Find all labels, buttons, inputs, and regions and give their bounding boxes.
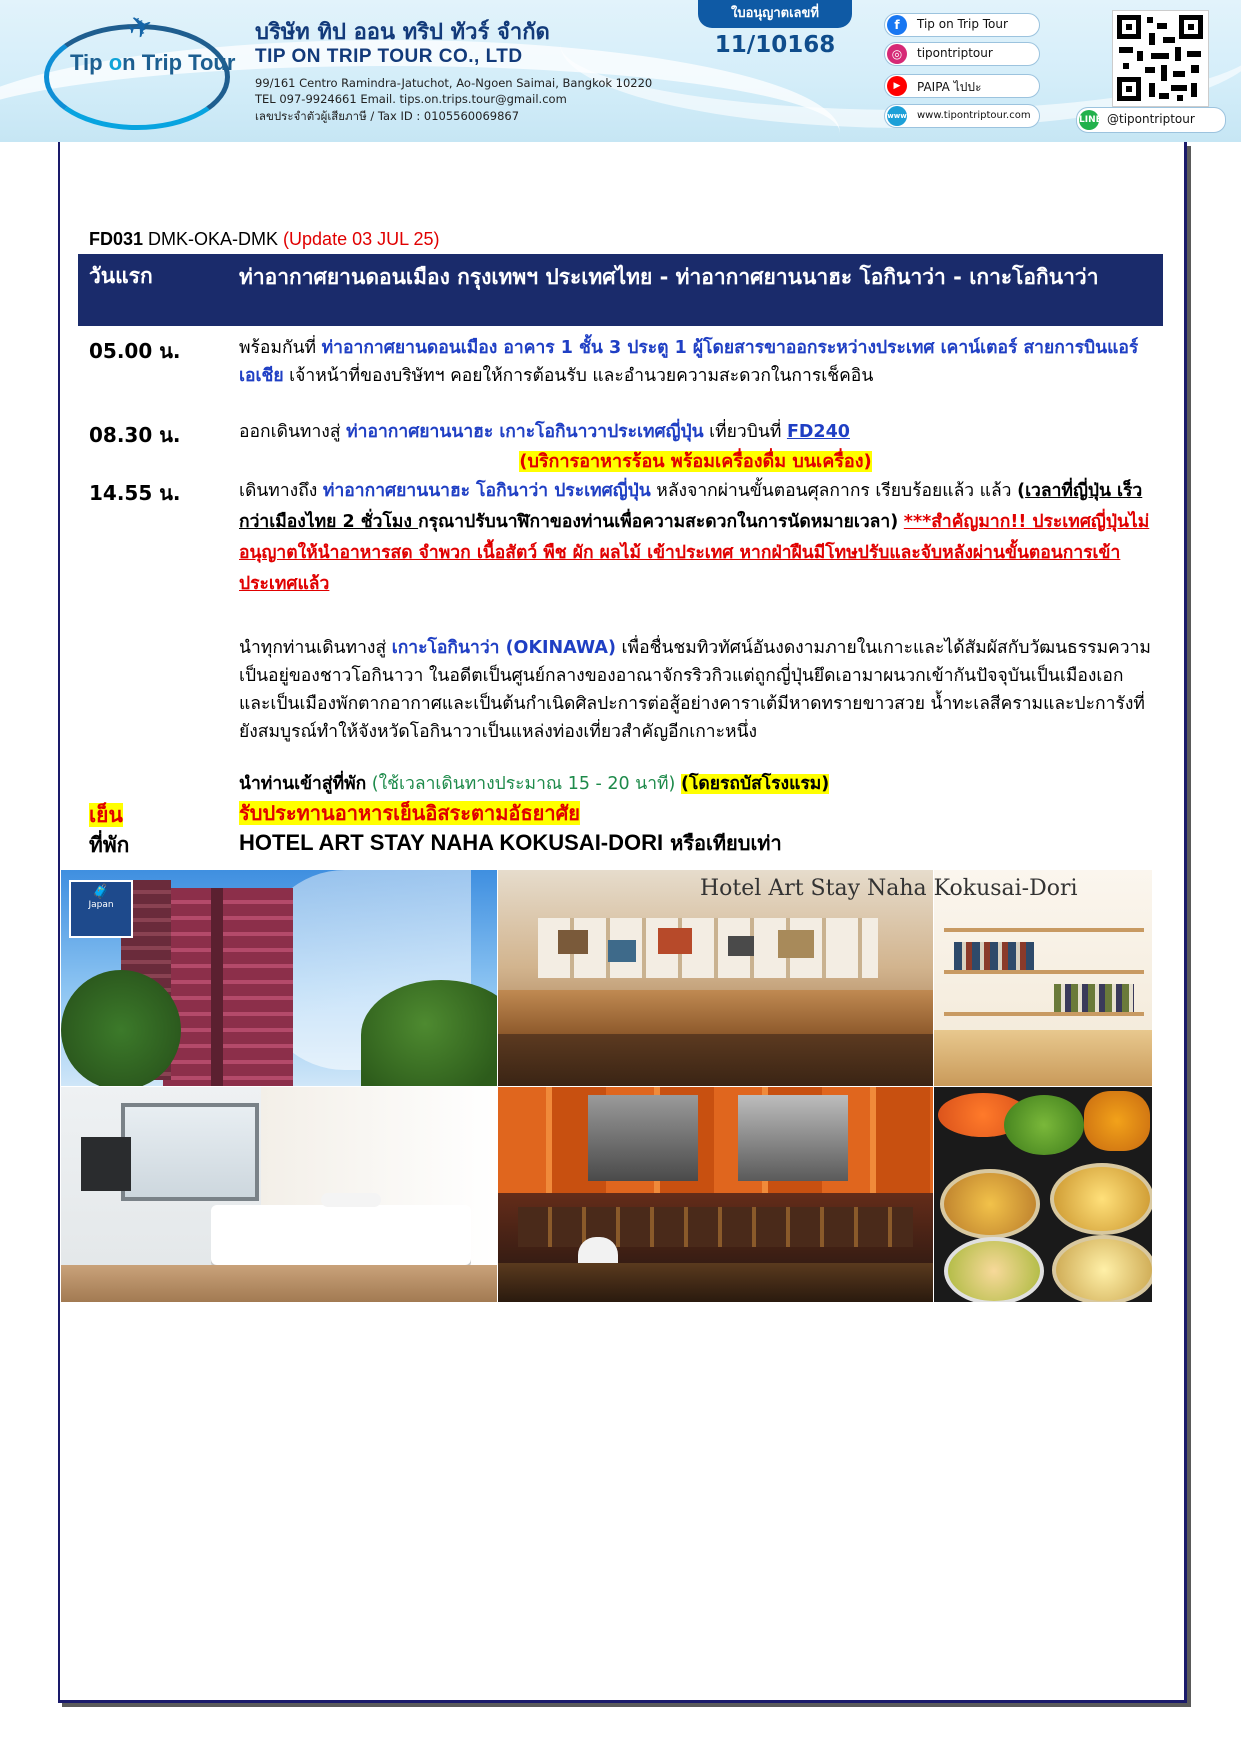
checkin-paragraph: พร้อมกันที่ ท่าอากาศยานดอนเมือง อาคาร 1 ชั้น 3 ประตู 1 ผู้โดยสารขาออกระหว่างประเทศ เคาน์เตอร์ สายการบินแอร์เอเชีย เจ้าหน้าที่ของบริษัทฯ คอยให้การต้อนรับ และอำนวยความสะดวกในการเช็คอิน: [239, 338, 1139, 386]
hotel-library-photo: [934, 870, 1152, 1086]
hotel-name-line: HOTEL ART STAY NAHA KOKUSAI-DORI หรือเทียบเท่า: [239, 830, 782, 855]
airplane-icon: ✈: [122, 6, 159, 49]
arrival-paragraph: เดินทางถึง ท่าอากาศยานนาฮะ โอกินาว่า ประเทศญี่ปุ่น หลังจากผ่านขั้นตอนศุลกากร เรียบร้อยแล้ว แล้ว (เวลาที่ญี่ปุ่น เร็วกว่าเมืองไทย 2 ชั่วโมง กรุณาปรับนาฬิกาของท่านเพื่อความสะดวกในการนัดหมายเวลา) ***สำคัญมาก!! ประเทศญี่ปุ่นไม่อนุญาตให้นำอาหารสด จำพวก เนื้อสัตว์ พืช ผัก ผลไม้ เข้าประเทศ หากฝ่าฝืนมีโทษปรับและจับหลังผ่านขั้นตอนการเข้าประเทศแล้ว: [239, 481, 1150, 594]
inflight-meal-note: (บริการอาหารร้อน พร้อมเครื่องดื่ม บนเครื่อง): [519, 451, 872, 472]
hotel-lobby-photo: [498, 870, 933, 1086]
time-0830: 08.30 น.: [89, 423, 181, 447]
logo-wordmark: Tip on Trip Tour: [70, 50, 236, 75]
customs-warning: ***สำคัญมาก!! ประเทศญี่ปุ่นไม่อนุญาตให้นำอาหารสด จำพวก เนื้อสัตว์ พืช ผัก ผลไม้ เข้าประเทศ หากฝ่าฝืนมีโทษปรับและจับหลังผ่านขั้นตอนการเข้าประเทศแล้ว: [239, 512, 1150, 594]
hotel-room-photo: [61, 1087, 497, 1302]
youtube-icon: ▶: [887, 76, 907, 96]
company-tax-id: เลขประจำตัวผู้เสียภาษี / Tax ID : 0105560069867: [255, 109, 520, 123]
time-1455: 14.55 น.: [89, 481, 181, 505]
travel-japan-badge: 🧳 Japan: [69, 880, 133, 938]
letterhead: [0, 0, 1241, 142]
hotel-transfer-line: นำท่านเข้าสู่ที่พัก (ใช้เวลาเดินทางประมาณ 15 - 20 นาที) (โดยรถบัสโรงแรม): [239, 774, 830, 794]
social-youtube[interactable]: ▶ PAIPA ไปปะ: [884, 74, 1040, 98]
collage-hotel-title: Hotel Art Stay Naha Kokusai-Dori: [700, 876, 1078, 901]
time-0500: 05.00 น.: [89, 339, 181, 363]
facebook-icon: f: [887, 15, 907, 35]
program-code-line: FD031 DMK-OKA-DMK (Update 03 JUL 25): [89, 229, 440, 249]
dinner-label: เย็น: [89, 803, 123, 827]
day-route: ท่าอากาศยานดอนเมือง กรุงเทพฯ ประเทศไทย - ท่าอากาศยานนาฮะ โอกินาว่า - เกาะโอกินาว่า: [239, 265, 1099, 289]
social-instagram[interactable]: ◎ tipontriptour: [884, 42, 1040, 66]
dinner-text: รับประทานอาหารเย็นอิสระตามอัธยาศัย: [239, 801, 581, 825]
okinawa-paragraph: นำทุกท่านเดินทางสู่ เกาะโอกินาว่า (OKINAWA) เพื่อชื่นชมทิวทัศน์อันงดงามภายในเกาะและได้สัมผัสกับวัฒนธรรมความเป็นอยู่ของชาวโอกินาวา ในอดีตเป็นศูนย์กลางของอาณาจักรริวกิวแต่ถูกญี่ปุ่นยึดเอามาผนวกเข้ากันปัจจุบันเป็นเมืองเอก และเป็นเมืองพักตากอากาศและเป็นต้นกำเนิดศิลปะการต่อสู้อย่างคาราเต้มีหาดทรายขาวสวย น้ำทะเลสีครามและปะการังที่ยังสมบูรณ์ทำให้จังหวัดโอกินาวาเป็นแหล่งท่องเที่ยวสำคัญอีกเกาะหนึ่ง: [239, 638, 1151, 742]
social-line[interactable]: LINE @tipontriptour: [1076, 107, 1226, 133]
hotel-exterior-photo: [61, 870, 497, 1086]
day-label: วันแรก: [89, 264, 153, 288]
instagram-icon: ◎: [887, 44, 907, 64]
company-contact: TEL 097-9924661 Email. tips.on.trips.tour@gmail.com: [255, 92, 567, 106]
line-icon: LINE: [1079, 110, 1099, 130]
departure-paragraph: ออกเดินทางสู่ ท่าอากาศยานนาฮะ เกาะโอกินาวาประเทศญี่ปุ่น เที่ยวบินที่ FD240: [239, 422, 850, 442]
social-website[interactable]: www www.tipontriptour.com: [884, 104, 1040, 128]
website-icon: www: [887, 106, 907, 126]
company-name-thai: บริษัท ทิป ออน ทริป ทัวร์ จำกัด: [255, 20, 550, 45]
day-header-band: [78, 254, 1163, 326]
license-number: 11/10168: [714, 32, 836, 58]
hotel-photo-collage: [61, 870, 1152, 1302]
social-facebook[interactable]: f Tip on Trip Tour: [884, 13, 1040, 37]
hotel-label: ที่พัก: [89, 833, 130, 857]
flight-number: FD240: [786, 422, 850, 442]
okinawan-food-photo: [934, 1087, 1152, 1302]
qr-code[interactable]: [1112, 10, 1209, 107]
hotel-restaurant-photo: [498, 1087, 933, 1302]
license-label: ใบอนุญาตเลขที่: [698, 0, 852, 28]
company-address: 99/161 Centro Ramindra-Jatuchot, Ao-Ngoen Saimai, Bangkok 10220: [255, 76, 653, 90]
company-name-english: TIP ON TRIP TOUR CO., LTD: [255, 46, 523, 67]
